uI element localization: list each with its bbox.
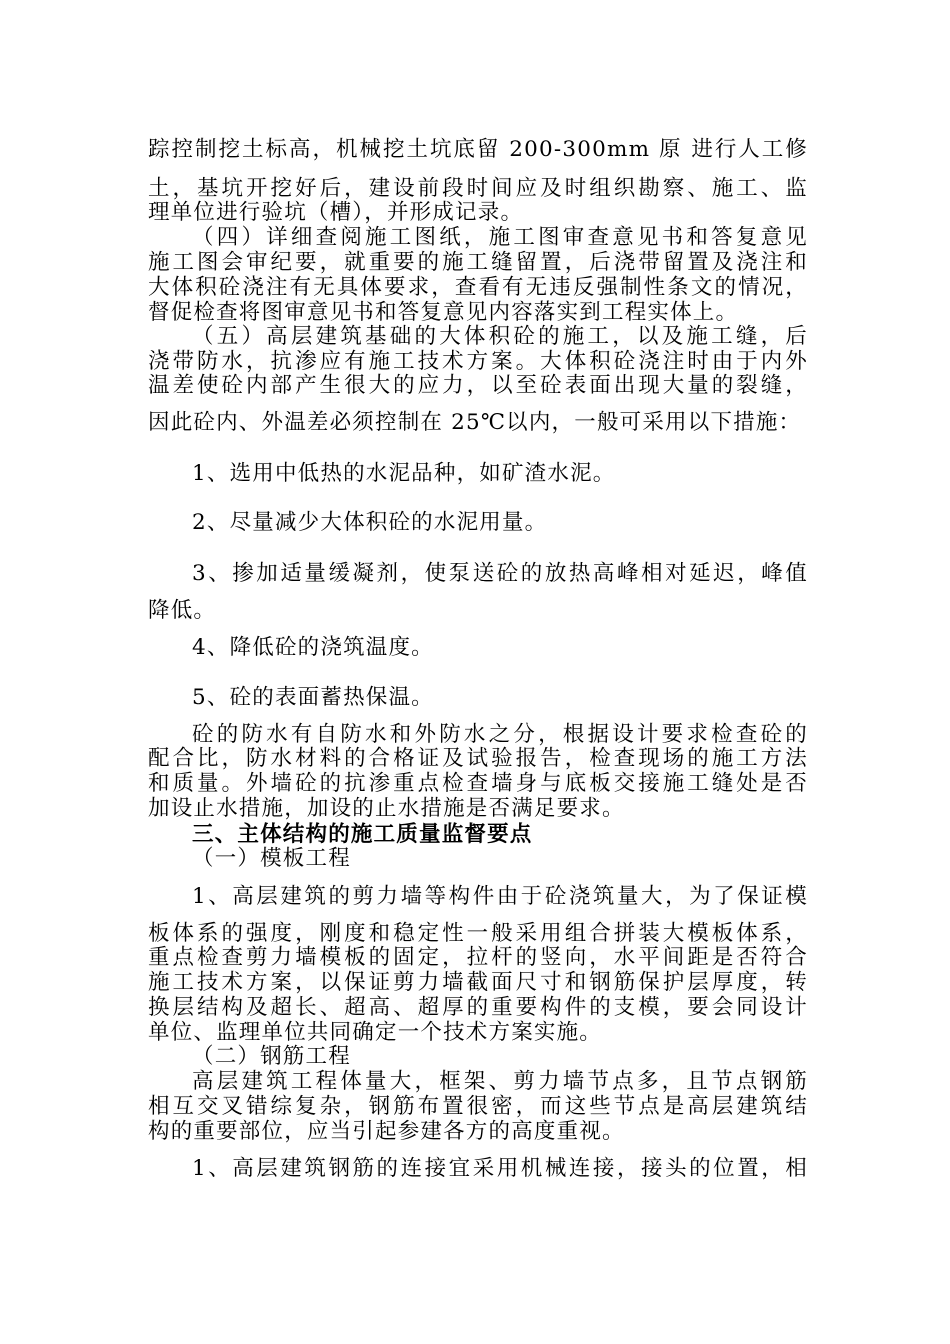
- subsection-heading: （一）模板工程: [192, 846, 351, 871]
- text-line: 踪控制挖土标高，机械挖土坑底留 200-300mm 原 进行人工修: [148, 137, 808, 162]
- text-line: 浇带防水，抗渗应有施工技术方案。大体积砼浇注时由于内外: [148, 349, 808, 374]
- text-line: 1、高层建筑的剪力墙等构件由于砼浇筑量大，为了保证模: [192, 884, 808, 909]
- text-line: 加设止水措施，加设的止水措施是否满足要求。: [148, 796, 625, 821]
- text-line: 单位、监理单位共同确定一个技术方案实施。: [148, 1020, 603, 1045]
- subsection-heading: （二）钢筋工程: [192, 1044, 351, 1069]
- text-line: 降低。: [148, 598, 217, 623]
- text-line: 督促检查将图审意见书和答复意见内容落实到工程实体上。: [148, 300, 739, 325]
- section-heading: 三、主体结构的施工质量监督要点: [192, 822, 533, 847]
- text-line: 高层建筑工程体量大，框架、剪力墙节点多，且节点钢筋: [192, 1069, 808, 1094]
- list-item: 2、尽量减少大体积砼的水泥用量。: [192, 510, 548, 535]
- text-line: 施工技术方案，以保证剪力墙截面尺寸和钢筋保护层厚度，转: [148, 970, 808, 995]
- text-line: 施工图会审纪要，就重要的施工缝留置，后浇带留置及浇注和: [148, 250, 808, 275]
- list-item: 1、选用中低热的水泥品种，如矿渣水泥。: [192, 461, 616, 486]
- text-line: 土，基坑开挖好后，建设前段时间应及时组织勘察、施工、监: [148, 176, 808, 201]
- list-item: 5、砼的表面蓄热保温。: [192, 685, 434, 710]
- text-line: 相互交叉错综复杂，钢筋布置很密，而这些节点是高层建筑结: [148, 1094, 808, 1119]
- text-line: （四）详细查阅施工图纸，施工图审查意见书和答复意见: [192, 225, 808, 250]
- list-item: 3、掺加适量缓凝剂，使泵送砼的放热高峰相对延迟，峰值: [192, 561, 808, 586]
- text-line: 理单位进行验坑（槽），并形成记录。: [148, 200, 524, 225]
- text-line: 1、高层建筑钢筋的连接宜采用机械连接，接头的位置，相: [192, 1156, 808, 1181]
- text-line: 大体积砼浇注有无具体要求，查看有无违反强制性条文的情况，: [148, 275, 808, 300]
- text-line: 砼的防水有自防水和外防水之分，根据设计要求检查砼的: [192, 722, 808, 747]
- text-line: 构的重要部位，应当引起参建各方的高度重视。: [148, 1119, 625, 1144]
- text-line: 温差使砼内部产生很大的应力，以至砼表面出现大量的裂缝，: [148, 373, 808, 398]
- text-line: 板体系的强度，刚度和稳定性一般采用组合拼装大模板体系，: [148, 921, 808, 946]
- text-line: 配合比，防水材料的合格证及试验报告，检查现场的施工方法: [148, 746, 808, 771]
- text-line: 重点检查剪力墙模板的固定，拉杆的竖向，水平间距是否符合: [148, 945, 808, 970]
- text-line: 换层结构及超长、超高、超厚的重要构件的支模，要会同设计: [148, 995, 808, 1020]
- list-item: 4、降低砼的浇筑温度。: [192, 635, 434, 660]
- text-line: （五）高层建筑基础的大体积砼的施工，以及施工缝，后: [192, 324, 808, 349]
- text-line: 因此砼内、外温差必须控制在 25℃以内，一般可采用以下措施：: [148, 410, 802, 435]
- text-line: 和质量。外墙砼的抗渗重点检查墙身与底板交接施工缝处是否: [148, 771, 808, 796]
